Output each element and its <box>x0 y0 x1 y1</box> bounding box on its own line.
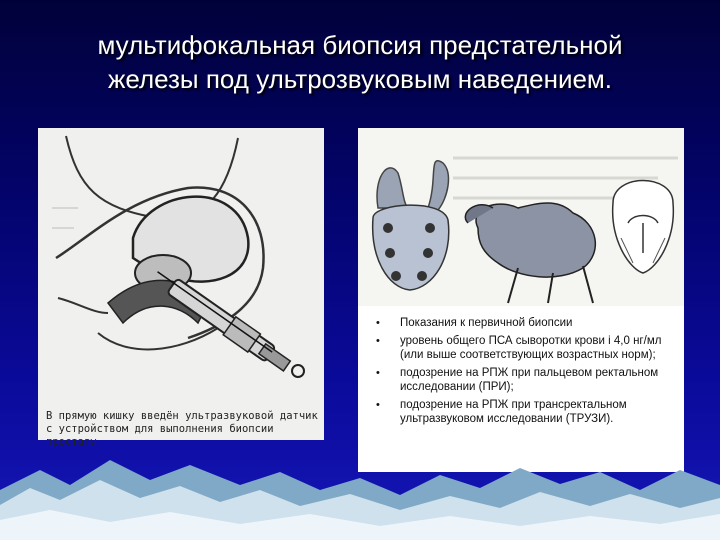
list-item <box>370 334 676 362</box>
caption-line-2: с устройством для выполнения биопсии простаты <box>46 423 274 448</box>
bullet-icon: • <box>376 399 380 411</box>
biopsy-diagram-illustration <box>38 128 324 440</box>
list-item-text: Показания к первичной биопсии <box>400 317 573 329</box>
list-item-text: подозрение на РПЖ при пальцевом ректальном исследовании (ПРИ); <box>400 367 659 393</box>
bullet-icon: • <box>376 335 380 347</box>
list-item-text: подозрение на РПЖ при трансректальном ультразвуковом исследовании (ТРУЗИ). <box>400 399 627 425</box>
biopsy-diagram-panel <box>38 128 324 448</box>
list-item <box>370 398 676 426</box>
list-item-text: уровень общего ПСА сыворотки крови і 4,0 нг/мл (или выше соответствующих возрастных норм); <box>400 335 662 361</box>
bullet-icon: • <box>376 367 380 379</box>
bullet-icon: • <box>376 317 380 329</box>
diagram-caption <box>46 410 326 449</box>
list-item <box>370 316 676 330</box>
biopsy-indications-panel <box>358 306 684 472</box>
caption-line-1: В прямую кишку введён ультразвуковой датчик <box>46 410 318 422</box>
prostate-biopsy-illustration-panel <box>358 128 684 306</box>
indications-list <box>370 316 676 430</box>
title-line-1: мультифокальная биопсия предстательной <box>97 30 623 60</box>
slide-title <box>20 28 700 96</box>
mountain-range-decoration <box>0 450 720 540</box>
list-item <box>370 366 676 394</box>
title-line-2: железы под ультрозвуковым наведением. <box>107 64 613 94</box>
prostate-biopsy-sites-illustration <box>358 128 684 306</box>
